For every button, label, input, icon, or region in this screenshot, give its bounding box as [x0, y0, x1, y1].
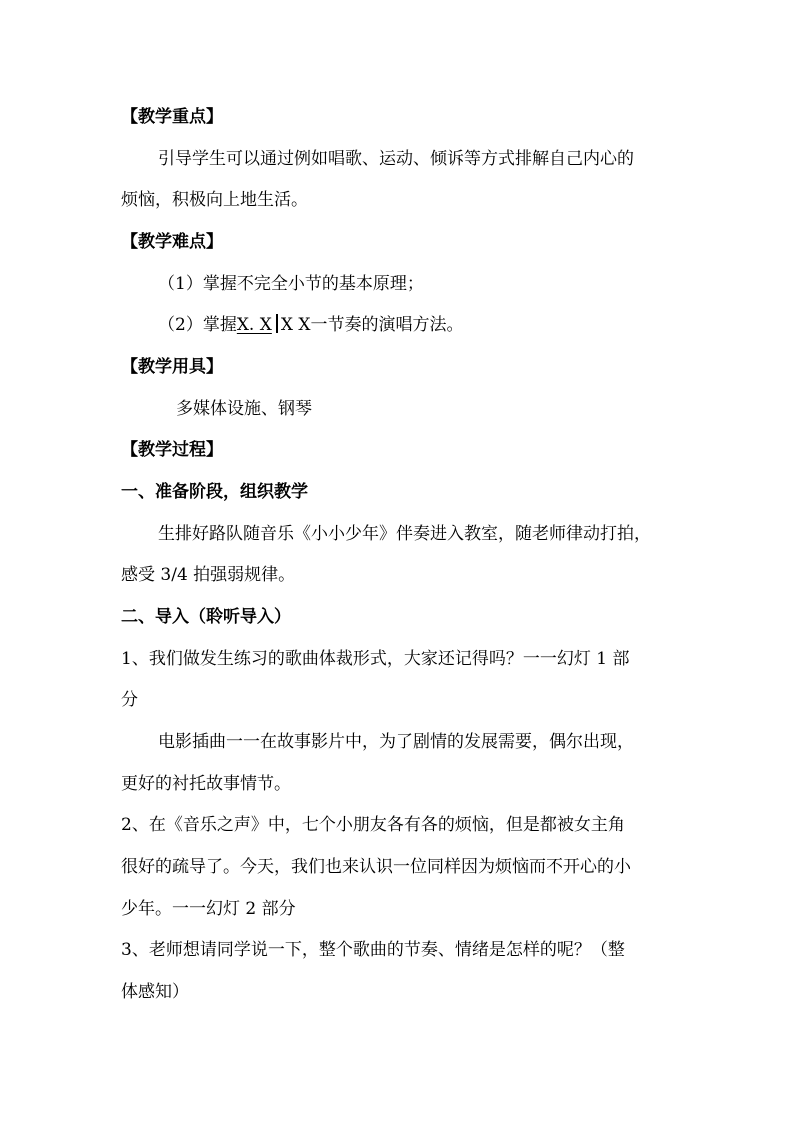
section-2-title: 二、导入（聆听导入）: [121, 607, 291, 627]
section-1-title: 一、准备阶段，组织教学: [121, 482, 308, 502]
heading-teaching-difficulty: 【教学难点】: [121, 232, 223, 252]
difficulty-item-2-prefix: （2）掌握: [158, 315, 237, 335]
heading-teaching-focus: 【教学重点】: [121, 107, 223, 127]
item-1-line-1: 1、我们做发生练习的歌曲体裁形式，大家还记得吗？一一幻灯 1 部: [121, 649, 630, 669]
item-1b-line-1: 电影插曲一一在故事影片中，为了剧情的发展需要，偶尔出现，: [158, 732, 634, 752]
difficulty-item-1: （1）掌握不完全小节的基本原理；: [158, 274, 424, 294]
focus-paragraph-line-1: 引导学生可以通过例如唱歌、运动、倾诉等方式排解自己内心的: [158, 149, 634, 169]
section-1-line-1: 生排好路队随音乐《小小少年》伴奏进入教室，随老师律动打拍，: [158, 524, 651, 544]
item-2-line-3: 少年。一一幻灯 2 部分: [121, 899, 296, 919]
section-1-line-2: 感受 3/4 拍强弱规律。: [121, 565, 296, 585]
focus-paragraph-line-2: 烦恼，积极向上地生活。: [121, 190, 308, 210]
item-1b-line-2: 更好的衬托故事情节。: [121, 774, 291, 794]
heading-teaching-process: 【教学过程】: [121, 440, 223, 460]
item-3-line-2: 体感知）: [121, 982, 189, 1002]
rhythm-notation-dotted: X. X: [236, 315, 272, 335]
rhythm-notation-pair: X X: [280, 315, 311, 335]
item-1-line-2: 分: [121, 690, 138, 710]
difficulty-item-2-suffix: 一节奏的演唱方法。: [310, 315, 464, 335]
item-2-line-2: 很好的疏导了。今天，我们也来认识一位同样因为烦恼而不开心的小: [121, 857, 631, 877]
difficulty-item-2: [158, 314, 718, 336]
bar-line: [276, 314, 278, 333]
tools-text: 多媒体设施、钢琴: [176, 399, 312, 419]
heading-teaching-tools: 【教学用具】: [121, 357, 223, 377]
item-3-line-1: 3、老师想请同学说一下，整个歌曲的节奏、情绪是怎样的呢？（整: [121, 940, 625, 960]
item-2-line-1: 2、在《音乐之声》中，七个小朋友各有各的烦恼，但是都被女主角: [121, 815, 625, 835]
